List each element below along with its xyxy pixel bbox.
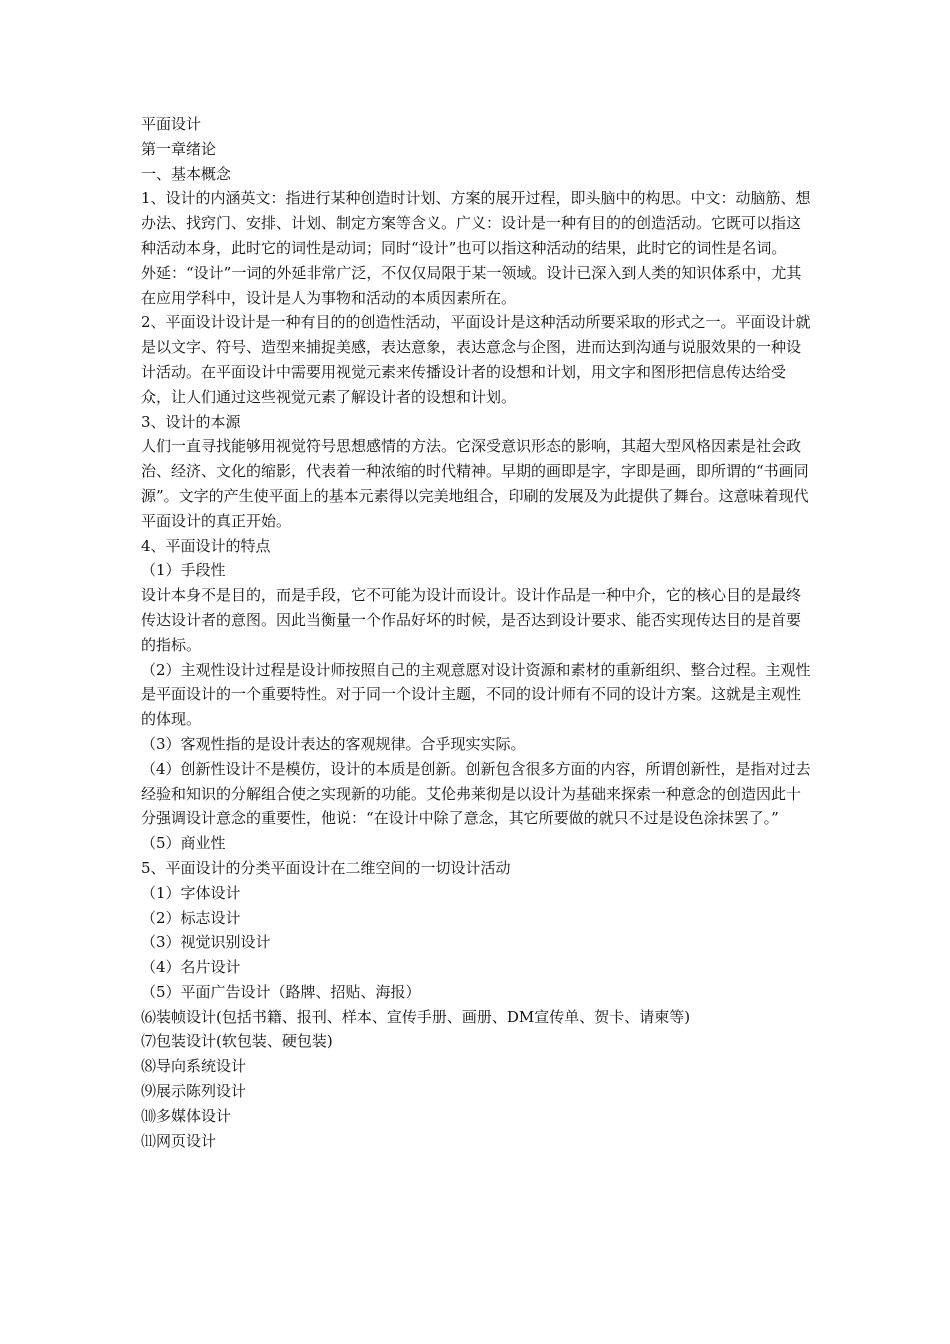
feature-item: （4）创新性设计不是模仿，设计的本质是创新。创新包含很多方面的内容，所谓创新性，是指对过去经验和知识的分解组合使之实现新的功能。艾伦弗莱彻是以设计为基础来探索一种意念的创造因此十分强调设计意念的重要性，他说：“在设计中除了意念，其它所要做的就只不过是设色涂抹罢了。” xyxy=(141,759,811,828)
category-item: ⑺包装设计(软包装、硬包装) xyxy=(141,1032,333,1051)
heading-origin: 3、设计的本源 xyxy=(141,412,241,431)
document-body xyxy=(141,112,811,1153)
feature-item: （3）客观性指的是设计表达的客观规律。合乎现实实际。 xyxy=(141,734,526,753)
feature-item: （5）商业性 xyxy=(141,834,226,853)
category-item: （5）平面广告设计（路牌、招贴、海报） xyxy=(141,982,421,1001)
paragraph-means: 设计本身不是目的，而是手段，它不可能为设计而设计。设计作品是一种中介，它的核心目的是最终传达设计者的意图。因此当衡量一个作品好坏的时候，是否达到设计要求、能否实现传达目的是首要的指标。 xyxy=(141,586,802,654)
chapter-heading: 第一章绪论 xyxy=(141,139,217,158)
feature-item: （1）手段性 xyxy=(141,561,226,580)
heading-categories: 5、平面设计的分类平面设计在二维空间的一切设计活动 xyxy=(141,858,511,877)
category-item: ⑻导向系统设计 xyxy=(141,1057,247,1076)
category-item: （4）名片设计 xyxy=(141,958,241,977)
paragraph-extension: 外延：“设计”一词的外延非常广泛，不仅仅局限于某一领域。设计已深入到人类的知识体系中，尤其在应用学科中，设计是人为事物和活动的本质因素所在。 xyxy=(141,263,802,307)
paragraph-graphic-design: 2、平面设计设计是一种有目的的创造性活动，平面设计是这种活动所要采取的形式之一。平面设计就是以文字、符号、造型来捕捉美感，表达意象，表达意念与企图，进而达到沟通与说服效果的一种设计活动。在平面设计中需要用视觉元素来传播设计者的设想和计划，用文字和图形把信息传达给受众，让人们通过这些视觉元素了解设计者的设想和计划。 xyxy=(141,313,811,406)
category-item: ⑽多媒体设计 xyxy=(141,1106,232,1125)
doc-title: 平面设计 xyxy=(141,115,202,133)
category-item: ⑹装帧设计(包括书籍、报刊、样本、宣传手册、画册、DM宣传单、贺卡、请柬等) xyxy=(141,1007,691,1026)
category-item: （1）字体设计 xyxy=(141,883,241,902)
category-item: ⑾网页设计 xyxy=(141,1131,217,1150)
feature-item: （2）主观性设计过程是设计师按照自己的主观意愿对设计资源和素材的重新组织、整合过程。主观性是平面设计的一个重要特性。对于同一个设计主题，不同的设计师有不同的设计方案。这就是主观性的体现。 xyxy=(141,660,811,729)
category-item: ⑼展示陈列设计 xyxy=(141,1082,247,1101)
heading-features: 4、平面设计的特点 xyxy=(141,536,271,555)
category-item: （2）标志设计 xyxy=(141,908,241,927)
paragraph-origin: 人们一直寻找能够用视觉符号思想感情的方法。它深受意识形态的影响，其超大型风格因素是社会政治、经济、文化的缩影，代表着一种浓缩的时代精神。早期的画即是字，字即是画，即所谓的“书画同源”。文字的产生使平面上的基本元素得以完美地组合，印刷的发展及为此提供了舞台。这意味着现代平面设计的真正开始。 xyxy=(141,437,809,530)
category-item: （3）视觉识别设计 xyxy=(141,933,271,952)
section-heading: 一、基本概念 xyxy=(141,164,232,183)
paragraph-design-meaning: 1、设计的内涵英文：指进行某种创造时计划、方案的展开过程，即头脑中的构思。中文：动脑筋、想办法、找窍门、安排、计划、制定方案等含义。广义：设计是一种有目的的创造活动。它既可以指这种活动本身，此时它的词性是动词；同时“设计”也可以指这种活动的结果，此时它的词性是名词。 xyxy=(141,189,811,257)
